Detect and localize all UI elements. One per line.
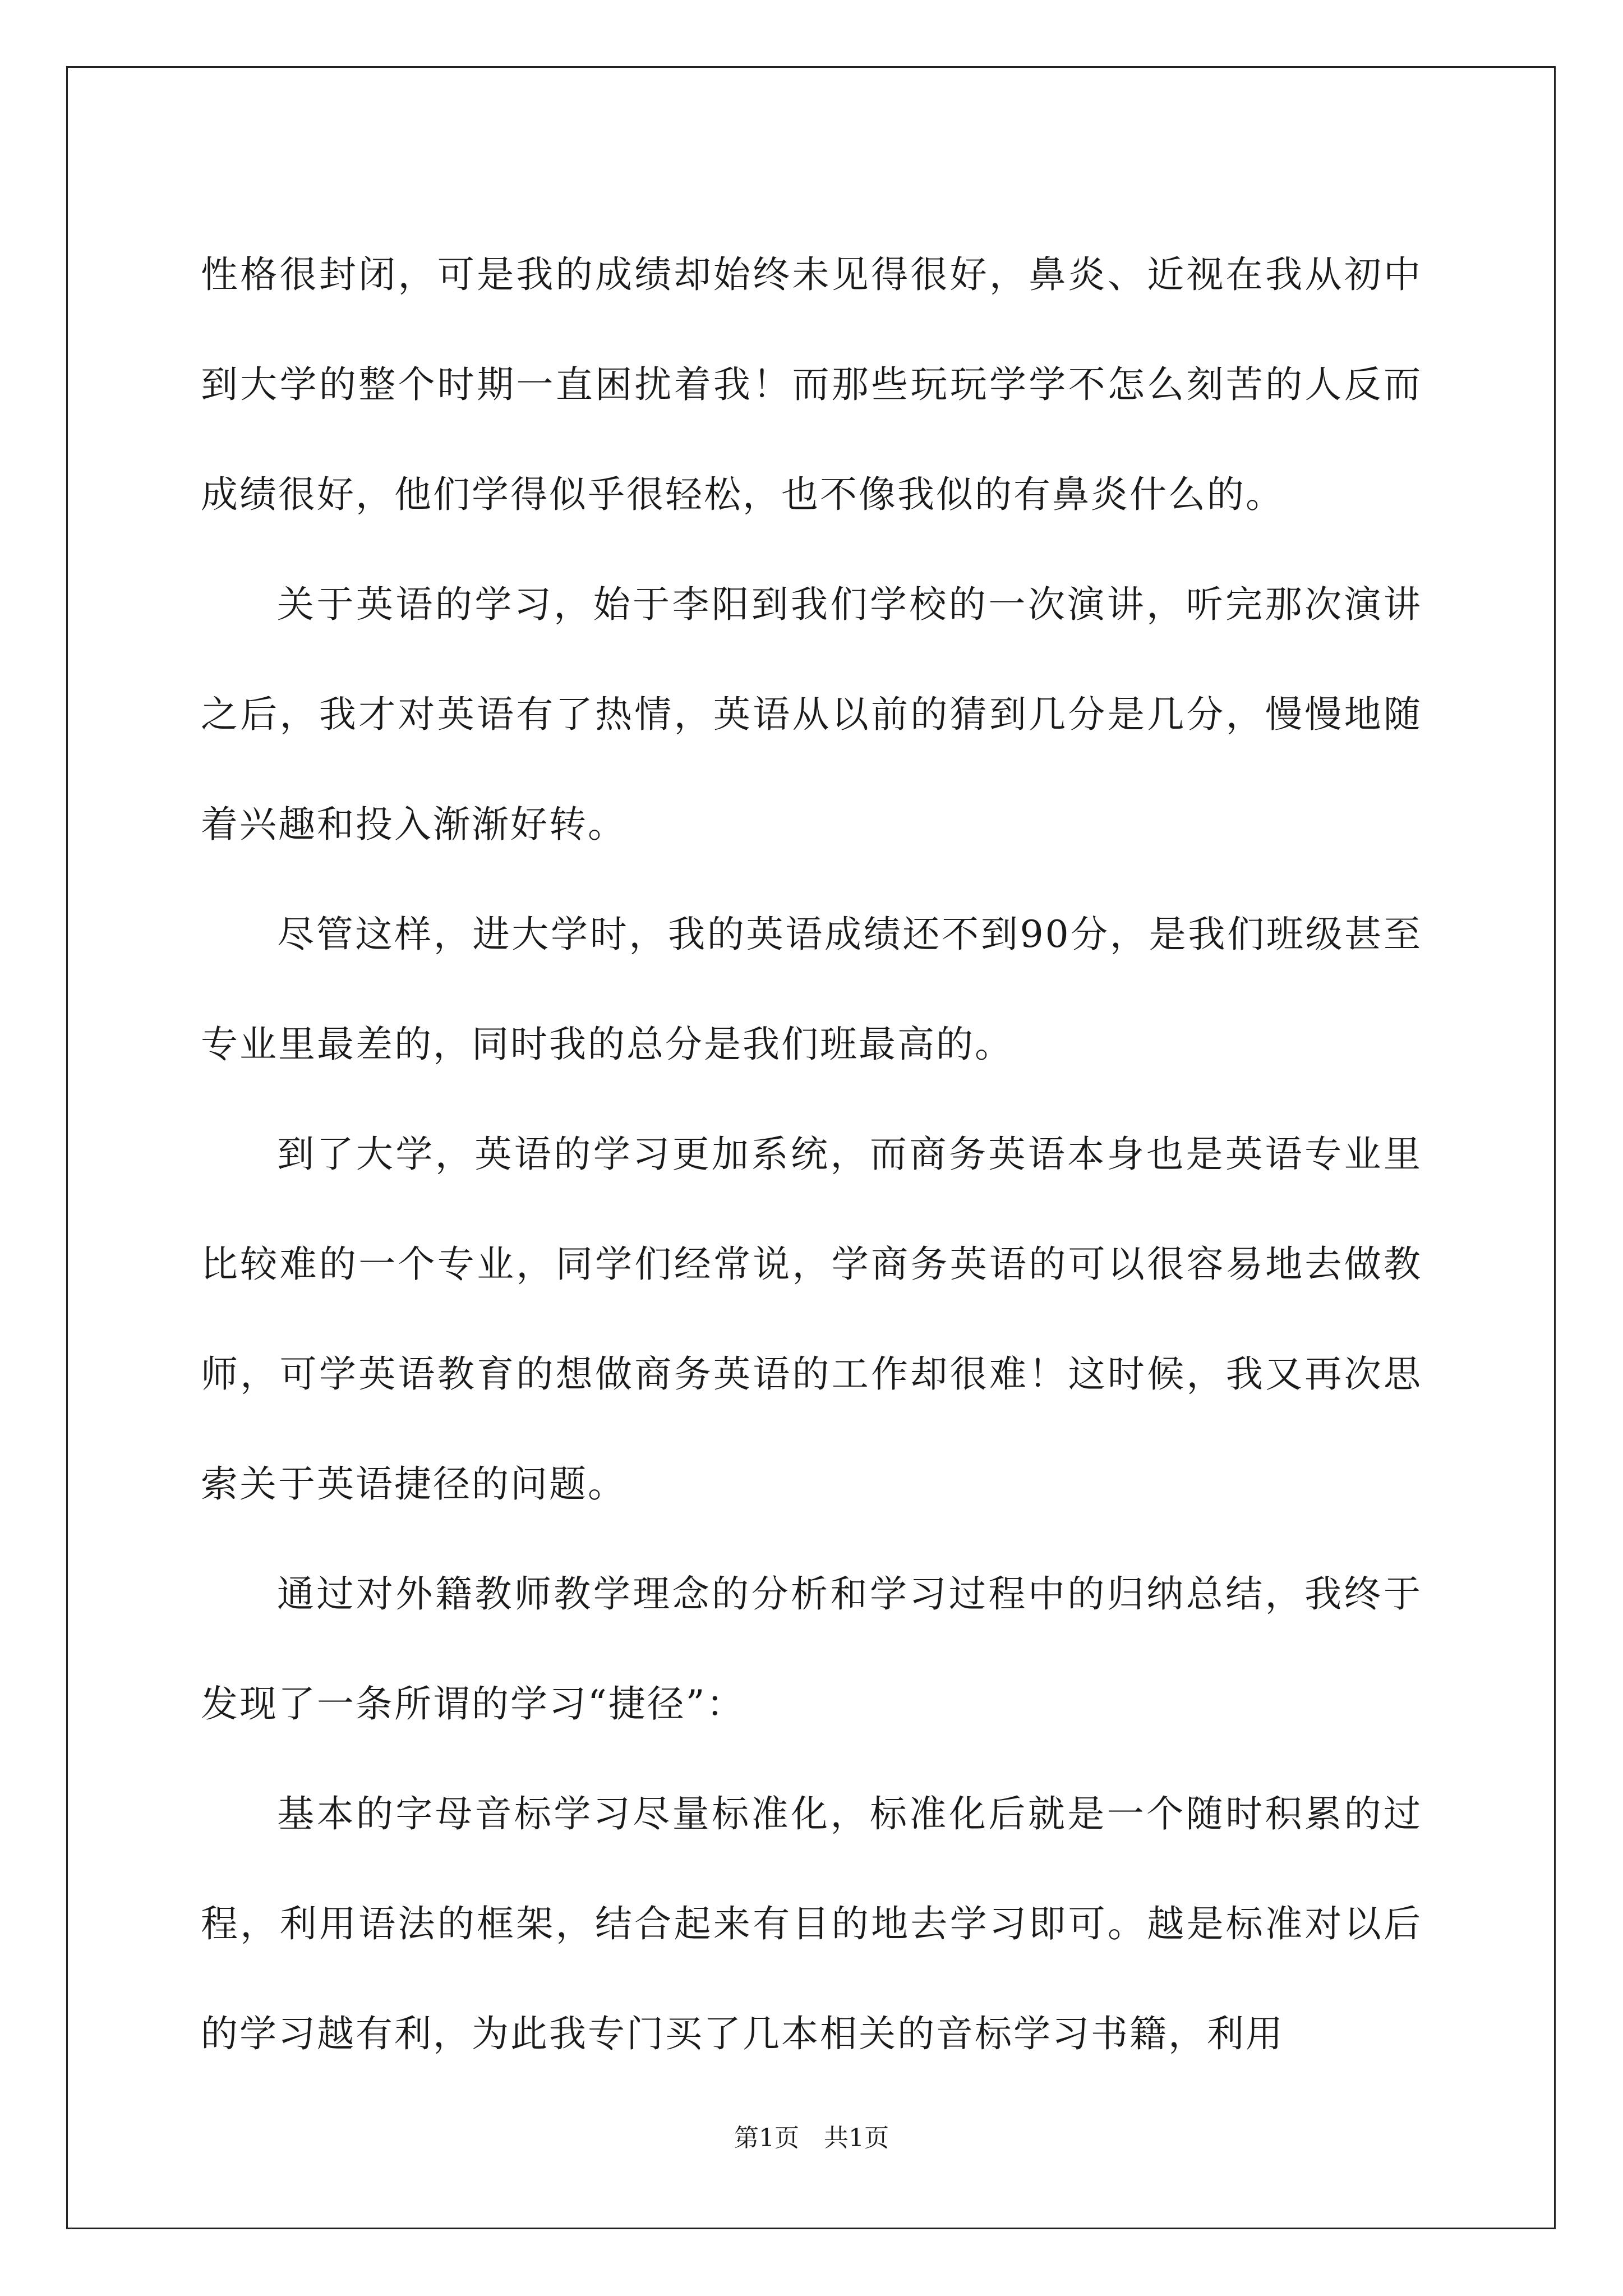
paragraph: 基本的字母音标学习尽量标准化，标准化后就是一个随时积累的过程，利用语法的框架，结合起来有目的地去学习即可。越是标准对以后的学习越有利，为此我专门买了几本相关的音标学习书籍，利用 bbox=[201, 1792, 1422, 2055]
paragraph: 尽管这样，进大学时，我的英语成绩还不到90分，是我们班级甚至专业里最差的，同时我的总分是我们班最高的。 bbox=[201, 913, 1422, 1066]
paragraph: 通过对外籍教师教学理念的分析和学习过程中的归纳总结，我终于发现了一条所谓的学习“捷径”： bbox=[201, 1572, 1422, 1726]
document-body bbox=[201, 220, 1422, 2089]
paragraph: 关于英语的学习，始于李阳到我们学校的一次演讲，听完那次演讲之后，我才对英语有了热情，英语从以前的猜到几分是几分，慢慢地随着兴趣和投入渐渐好转。 bbox=[201, 583, 1422, 846]
paragraph: 到了大学，英语的学习更加系统，而商务英语本身也是英语专业里比较难的一个专业，同学们经常说，学商务英语的可以很容易地去做教师，可学英语教育的想做商务英语的工作却很难！这时候，我又再次思索关于英语捷径的问题。 bbox=[201, 1133, 1422, 1506]
page-number-footer: 第1页 共1页 bbox=[734, 2124, 889, 2152]
paragraph: 性格很封闭，可是我的成绩却始终未见得很好，鼻炎、近视在我从初中到大学的整个时期一直困扰着我！而那些玩玩学学不怎么刻苦的人反而成绩很好，他们学得似乎很轻松，也不像我似的有鼻炎什么的。 bbox=[201, 253, 1422, 516]
